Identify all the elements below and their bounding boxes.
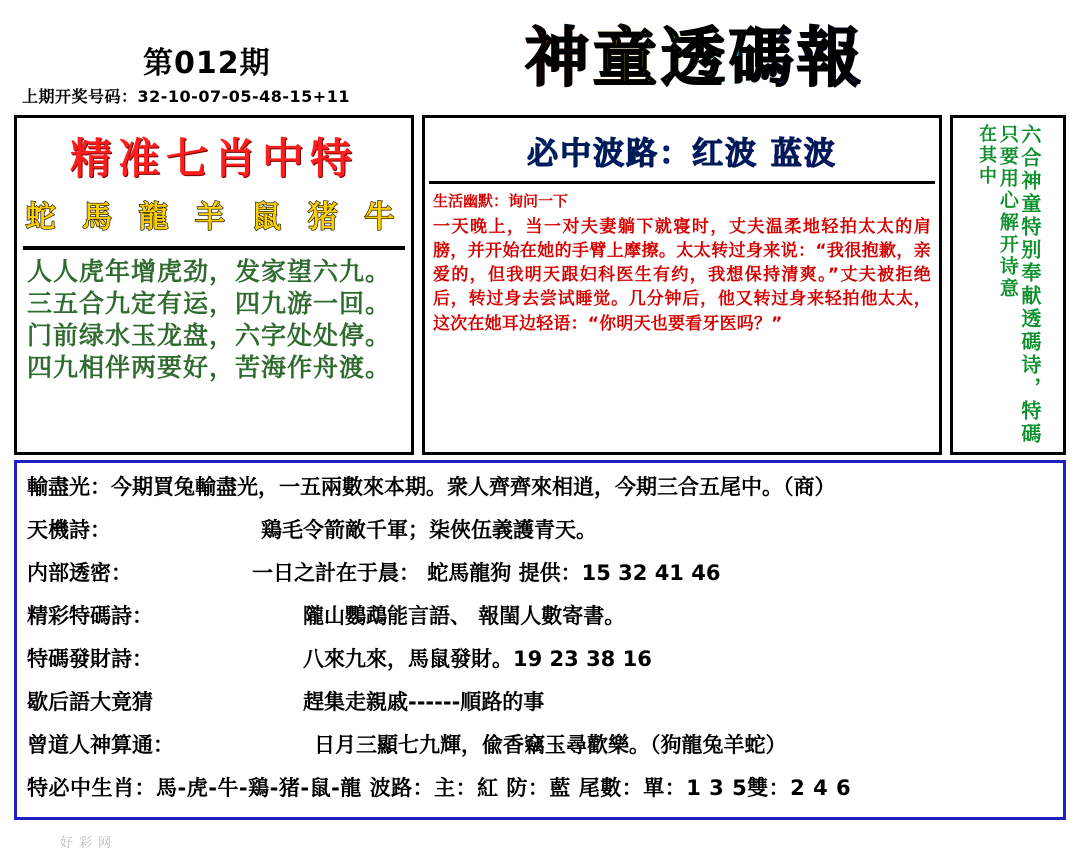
left-panel bbox=[14, 115, 414, 455]
content-row bbox=[27, 514, 1053, 544]
row-label: 内部透密： bbox=[27, 561, 132, 585]
row-label: 曾道人神算通： bbox=[27, 733, 174, 757]
vertical-column-2: 只要用心解开诗意 bbox=[996, 124, 1019, 300]
row-label: 特碼發財詩： bbox=[27, 647, 153, 671]
middle-panel bbox=[422, 115, 942, 455]
row-label: 天機詩： bbox=[27, 518, 111, 542]
row-value: 一日之計在于晨： 蛇馬龍狗 提供：15 32 41 46 bbox=[252, 561, 721, 585]
left-panel-verses bbox=[17, 250, 411, 384]
banner-title bbox=[390, 20, 1000, 98]
page-header bbox=[0, 0, 1080, 110]
vertical-column-1: 六合神童特别奉献透碼诗，特碼 bbox=[1017, 124, 1042, 446]
humor-text: 一天晚上，当一对夫妻躺下就寝时，丈夫温柔地轻拍太太的肩膀，并开始在她的手臂上摩擦。太太转过身来说：“我很抱歉，亲爱的，但我明天跟妇科医生有约，我想保持清爽。”丈夫被拒绝后，转过身去尝试睡觉。几分钟后，他又转过身来轻拍他太太，这次在她耳边轻语：“你明天也要看牙医吗？” bbox=[433, 217, 931, 334]
content-row bbox=[27, 686, 1053, 716]
row-value: 八來九來，馬鼠發財。19 23 38 16 bbox=[303, 647, 652, 671]
watermark: 好彩网 bbox=[60, 836, 118, 851]
content-row bbox=[27, 643, 1053, 673]
verse-line: 门前绿水玉龙盘，六字处处停。 bbox=[27, 321, 392, 350]
row-value: 鶏毛令箭敵千軍；柒俠伍義護青天。 bbox=[261, 518, 597, 542]
humor-body bbox=[425, 184, 939, 336]
content-row bbox=[27, 729, 1053, 759]
row-value: 日月三顯七九輝，偸香竊玉尋歡樂。（狗龍兔羊蛇） bbox=[314, 733, 787, 757]
panels-row bbox=[14, 115, 1066, 455]
humor-lead: 生活幽默：询问一下 bbox=[433, 192, 569, 210]
left-panel-zodiac: 蛇 馬 龍 羊 鼠 猪 牛 bbox=[25, 200, 403, 235]
row-value: 隴山鸚鵡能言語、 報閨人數寄書。 bbox=[303, 604, 626, 628]
row-value: 趕集走親戚------順路的事 bbox=[303, 690, 545, 714]
row-label: 輸盡光： bbox=[27, 475, 111, 499]
issue-number: 第012期 bbox=[143, 46, 271, 81]
verse-line: 四九相伴两要好，苦海作舟渡。 bbox=[27, 353, 392, 382]
left-panel-title: 精准七肖中特 bbox=[69, 134, 358, 183]
verse-line: 人人虎年增虎劲，发家望六九。 bbox=[27, 257, 392, 286]
row-label: 歇后語大竟猜 bbox=[27, 690, 153, 714]
banner-title-text: 神童透碼報 bbox=[525, 22, 865, 96]
row-value: 今期買兔輸盡光，一五兩數來本期。衆人齊齊來相逍，今期三合五尾中。（商） bbox=[111, 475, 836, 499]
verse-line: 三五合九定有运，四九游一回。 bbox=[27, 289, 392, 318]
last-draw-numbers: 上期开奖号码：32-10-07-05-48-15+11 bbox=[22, 87, 350, 106]
row-label: 精彩特碼詩： bbox=[27, 604, 153, 628]
content-row bbox=[27, 471, 1053, 501]
vertical-column-3: 在其中 bbox=[975, 124, 997, 187]
bottom-content-box bbox=[14, 460, 1066, 820]
wave-path-title: 必中波路：红波 蓝波 bbox=[425, 128, 939, 173]
final-summary-row: 特必中生肖：馬-虎-牛-鶏-猪-鼠-龍 波路：主：紅 防：藍 尾數：單：1 3 5雙：2 4 6 bbox=[27, 776, 852, 800]
content-row bbox=[27, 557, 1053, 587]
right-vertical-panel bbox=[950, 115, 1066, 455]
content-row bbox=[27, 600, 1053, 630]
